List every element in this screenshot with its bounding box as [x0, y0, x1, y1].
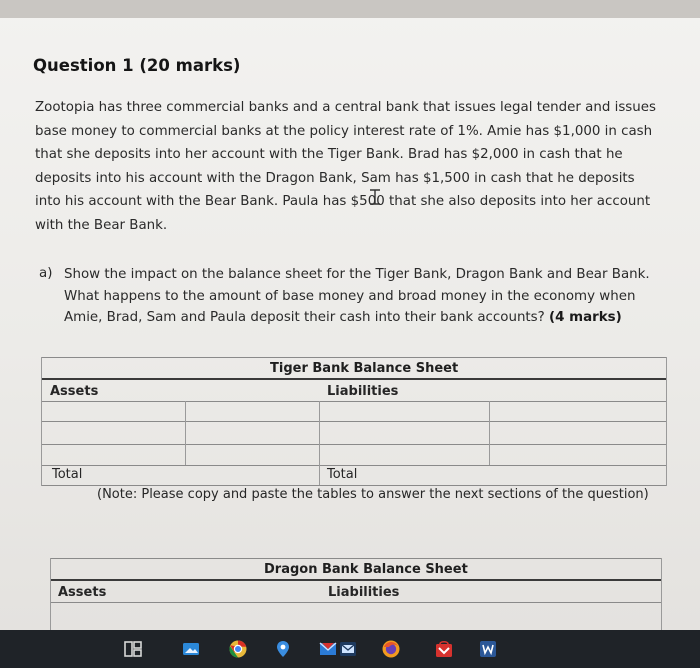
- store-icon[interactable]: [434, 639, 454, 659]
- table-border: [41, 357, 42, 486]
- tiger-table-title: Tiger Bank Balance Sheet: [270, 361, 459, 376]
- question-title: Question 1 (20 marks): [33, 56, 241, 75]
- chrome-icon[interactable]: [228, 639, 248, 659]
- photos-icon[interactable]: [181, 639, 201, 659]
- liabilities-label: Liabilities: [327, 384, 399, 399]
- paragraph-line: with the Bear Bank.: [35, 217, 168, 233]
- table-divider: [489, 401, 490, 465]
- table-border: [50, 558, 51, 632]
- table-rule: [41, 444, 667, 445]
- part-a-label: a): [39, 266, 53, 281]
- taskbar: [0, 630, 700, 668]
- paragraph-line: Zootopia has three commercial banks and a central bank that issues legal tender and issues: [35, 100, 656, 115]
- table-divider: [319, 401, 320, 485]
- table-border: [41, 357, 667, 358]
- table-rule: [50, 602, 662, 603]
- liabilities-label: Liabilities: [328, 585, 400, 600]
- question-paragraph: [35, 96, 675, 238]
- copy-tables-note: (Note: Please copy and paste the tables to answer the next sections of the question): [97, 487, 649, 502]
- table-rule: [41, 378, 667, 380]
- paragraph-line: into his account with the Bear Bank. Paula has $500 that she also deposits into her account: [35, 194, 651, 210]
- total-assets-label: Total: [52, 467, 83, 482]
- part-a-text: [64, 264, 664, 329]
- assets-label: Assets: [58, 585, 107, 600]
- table-border: [661, 558, 662, 632]
- table-border: [41, 485, 667, 486]
- table-border: [666, 357, 667, 486]
- paragraph-line: base money to commercial banks at the policy interest rate of 1%. Amie has $1,000 in cash: [35, 123, 653, 139]
- page-top-edge: [0, 0, 700, 18]
- mail-icon[interactable]: [318, 639, 338, 659]
- table-rule: [41, 401, 667, 402]
- outlook-icon[interactable]: [338, 639, 358, 659]
- task-view-icon[interactable]: [123, 639, 143, 659]
- part-a-line: Show the impact on the balance sheet for the Tiger Bank, Dragon Bank and Bear Bank.: [64, 267, 650, 282]
- table-border: [50, 558, 662, 559]
- part-a-marks: (4 marks): [549, 310, 622, 325]
- table-rule: [41, 465, 667, 466]
- firefox-icon[interactable]: [381, 639, 401, 659]
- table-rule: [41, 421, 667, 422]
- paragraph-line: that she deposits into her account with the Tiger Bank. Brad has $2,000 in cash that he: [35, 147, 623, 163]
- part-a-line: What happens to the amount of base money and broad money in the economy when: [64, 288, 636, 304]
- dragon-table-title: Dragon Bank Balance Sheet: [264, 562, 468, 577]
- paragraph-line: deposits into his account with the Dragon Bank, Sam has $1,500 in cash that he deposits: [35, 170, 635, 186]
- dragon-balance-sheet-table: [50, 558, 662, 632]
- tiger-balance-sheet-table: [41, 357, 667, 485]
- assets-label: Assets: [50, 384, 99, 399]
- part-a-line: Amie, Brad, Sam and Paula deposit their cash into their bank accounts?: [64, 310, 545, 325]
- table-divider: [185, 401, 186, 465]
- table-rule: [50, 579, 662, 581]
- maps-icon[interactable]: [273, 639, 293, 659]
- total-liabilities-label: Total: [327, 467, 358, 482]
- word-icon[interactable]: [478, 639, 498, 659]
- part-a-line-with-marks: [64, 307, 664, 329]
- text-cursor-icon: [369, 189, 381, 205]
